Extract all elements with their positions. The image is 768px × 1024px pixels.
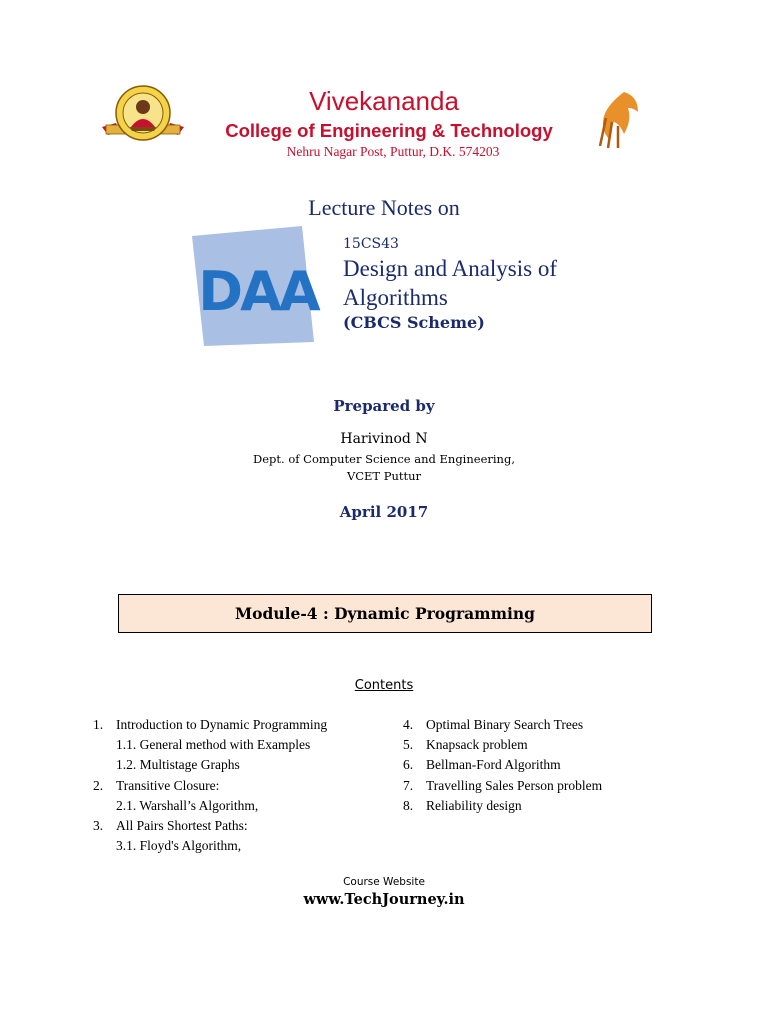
college-name: Vivekananda xyxy=(309,86,459,116)
daa-logo xyxy=(186,226,332,346)
contents-item: 4. Optimal Binary Search Trees xyxy=(403,717,584,732)
contents-subitem: 2.1. Warshall’s Algorithm, xyxy=(116,797,259,813)
course-title-line2: Algorithms xyxy=(343,285,448,310)
contents-list-right xyxy=(403,715,602,816)
course-title-line1: Design and Analysis of xyxy=(343,256,558,281)
module-title: Module-4 : Dynamic Programming xyxy=(235,604,535,623)
document-date: April 2017 xyxy=(339,503,429,521)
contents-subitem: 1.1. General method with Examples xyxy=(116,737,311,753)
course-title xyxy=(343,254,643,312)
college-address: Nehru Nagar Post, Puttur, D.K. 574203 xyxy=(286,144,500,159)
contents-item: 5. Knapsack problem xyxy=(403,737,528,753)
course-code: 15CS43 xyxy=(343,236,399,252)
author-name: Harivinod N xyxy=(340,431,428,447)
contents-subitem: 1.2. Multistage Graphs xyxy=(116,757,240,773)
contents-heading: Contents xyxy=(354,678,414,693)
contents-item: 8. Reliability design xyxy=(403,797,522,813)
contents-item: 2. Transitive Closure: xyxy=(93,777,220,793)
website-link[interactable]: www.TechJourney.in xyxy=(303,891,465,908)
author-college: VCET Puttur xyxy=(346,469,422,483)
college-subtitle: College of Engineering & Technology xyxy=(225,120,553,141)
contents-item: 1. Introduction to Dynamic Programming xyxy=(93,717,328,732)
lecture-notes-heading: Lecture Notes on xyxy=(308,195,460,220)
module-banner xyxy=(118,594,652,633)
author-department: Dept. of Computer Science and Engineering, xyxy=(253,452,515,466)
contents-item: 6. Bellman-Ford Algorithm xyxy=(403,757,561,773)
daa-logo-text: DAA xyxy=(198,260,318,323)
contents-item: 3. All Pairs Shortest Paths: xyxy=(93,817,248,833)
contents-subitem: 3.1. Floyd's Algorithm, xyxy=(116,838,242,854)
course-scheme: (CBCS Scheme) xyxy=(343,313,485,332)
contents-item: 7. Travelling Sales Person problem xyxy=(403,777,603,793)
website-label: Course Website xyxy=(343,876,425,888)
prepared-by-label: Prepared by xyxy=(333,397,435,415)
contents-list-left xyxy=(93,715,327,856)
